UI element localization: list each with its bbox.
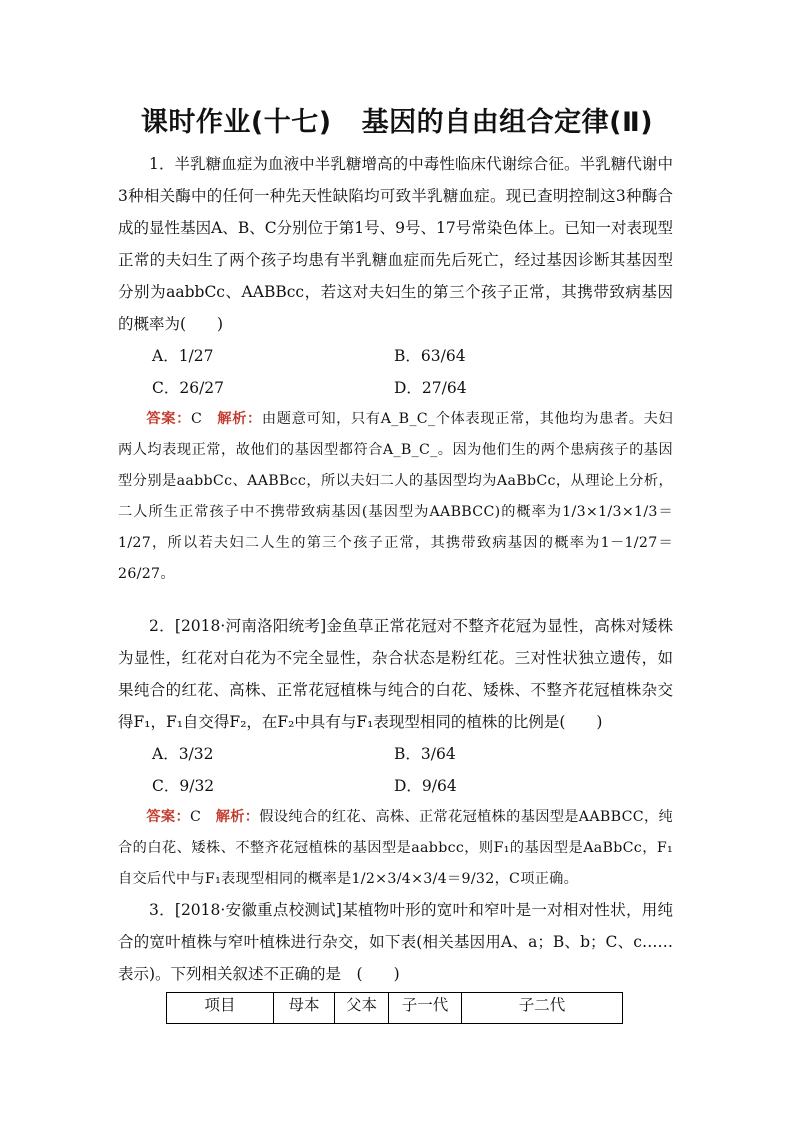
title-part2: 基因的自由组合定律(Ⅱ)	[361, 107, 654, 138]
question-3-text: 某植物叶形的宽叶和窄叶是一对相对性状，用纯合的宽叶植株与窄叶植株进行杂交，如下表(相关基因用A、a；B、b；C、c……表示)。下列相关叙述不正确的是 ( )	[118, 901, 673, 983]
analysis-text: 假设纯合的红花、高株、正常花冠植株的基因型是AABBCC，纯合的白花、矮株、不整齐花冠植株的基因型是aabbcc，则F₁的基因型是AaBbCc，F₁自交后代中与F₁表现型相同的概率是1/2×3/4×3/4＝9/32，C项正确。	[118, 809, 673, 887]
question-3-table	[166, 992, 623, 1024]
analysis-text: 由题意可知，只有A_B_C_个体表现正常，其他均为患者。夫妇两人均表现正常，故他们的基因型都符合A_B_C_。因为他们生的两个患病孩子的基因型分别是aabbCc、AABBcc，所以夫妇二人的基因型均为AaBbCc，从理论上分析，二人所生正常孩子中不携带致病基因(基因型为AABBCC)的概率为1/3×1/3×1/3＝1/27，所以若夫妇二人生的第三个孩子正常，其携带致病基因的概率为1－1/27＝26/27。	[118, 411, 673, 582]
question-2-stem: 2．[2018·河南洛阳统考]金鱼草正常花冠对不整齐花冠为显性，高株对矮株为显性，红花对白花为不完全显性，杂合状态是粉红花。三对性状独立遗传，如果纯合的红花、高株、正常花冠植株与纯合的白花、矮株、不整齐花冠植株杂交得F₁，F₁自交得F₂，在F₂中具有与F₁表现型相同的植株的比例是( )	[118, 617, 673, 731]
question-2-answer	[118, 802, 673, 895]
question-2-text: 金鱼草正常花冠对不整齐花冠为显性，高株对矮株为显性，红花对白花为不完全显性，杂合状态是粉红花。三对性状独立遗传，如果纯合的红花、高株、正常花冠植株与纯合的白花、矮株、不整齐花冠植株杂交得F₁，F₁自交得F₂，在F₂中具有与F₁表现型相同的植株的比例是( )	[118, 617, 673, 731]
question-2-options-row-2	[118, 770, 673, 802]
title-part1: 课时作业(十七)	[140, 107, 332, 138]
analysis-label: 解析：	[217, 411, 262, 427]
question-2-options-row-1	[118, 738, 673, 770]
answer-letter: C	[189, 809, 202, 825]
q1-option-a: A．1/27	[152, 347, 214, 365]
table-header-cell: 子二代	[462, 993, 623, 1024]
q2-option-d: D．9/64	[394, 777, 457, 795]
question-2	[118, 610, 673, 895]
table-header-cell: 父本	[335, 993, 389, 1024]
q2-option-b: B．3/64	[394, 745, 456, 763]
question-1-stem: 1．半乳糖血症为血液中半乳糖增高的中毒性临床代谢综合征。半乳糖代谢中3种相关酶中的任何一种先天性缺陷均可致半乳糖血症。现已查明控制这3种酶合成的显性基因A、B、C分别位于第1号、9号、17号常染色体上。已知一对表现型正常的夫妇生了两个孩子均患有半乳糖血症而先后死亡，经过基因诊断其基因型分别为aabbCc、AABBcc，若这对夫妇生的第三个孩子正常，其携带致病基因的概率为( )	[118, 155, 673, 333]
table-header-cell: 项目	[167, 993, 274, 1024]
question-1	[118, 148, 673, 590]
table-header-row	[167, 993, 623, 1024]
answer-letter: C	[190, 411, 203, 427]
question-3	[118, 894, 673, 990]
table-header-cell: 母本	[274, 993, 335, 1024]
page-title	[0, 100, 794, 139]
question-1-options-row-2	[118, 372, 673, 404]
q2-option-a: A．3/32	[152, 745, 214, 763]
answer-label: 答案：	[146, 411, 191, 427]
q1-option-b: B．63/64	[394, 347, 466, 365]
q2-option-c: C．9/32	[152, 777, 215, 795]
q1-option-d: D．27/64	[394, 379, 467, 397]
question-3-source: [2018·安徽重点校测试]	[174, 901, 342, 919]
analysis-label: 解析：	[215, 809, 260, 825]
question-1-answer	[118, 404, 673, 590]
question-2-source: [2018·河南洛阳统考]	[174, 617, 327, 635]
q1-option-c: C．26/27	[152, 379, 225, 397]
table-header-cell: 子一代	[389, 993, 462, 1024]
answer-label: 答案：	[146, 809, 190, 825]
question-3-stem: 3．[2018·安徽重点校测试]某植物叶形的宽叶和窄叶是一对相对性状，用纯合的宽叶植株与窄叶植株进行杂交，如下表(相关基因用A、a；B、b；C、c……表示)。下列相关叙述不正确的是 ( )	[118, 901, 673, 983]
question-1-options-row-1	[118, 340, 673, 372]
